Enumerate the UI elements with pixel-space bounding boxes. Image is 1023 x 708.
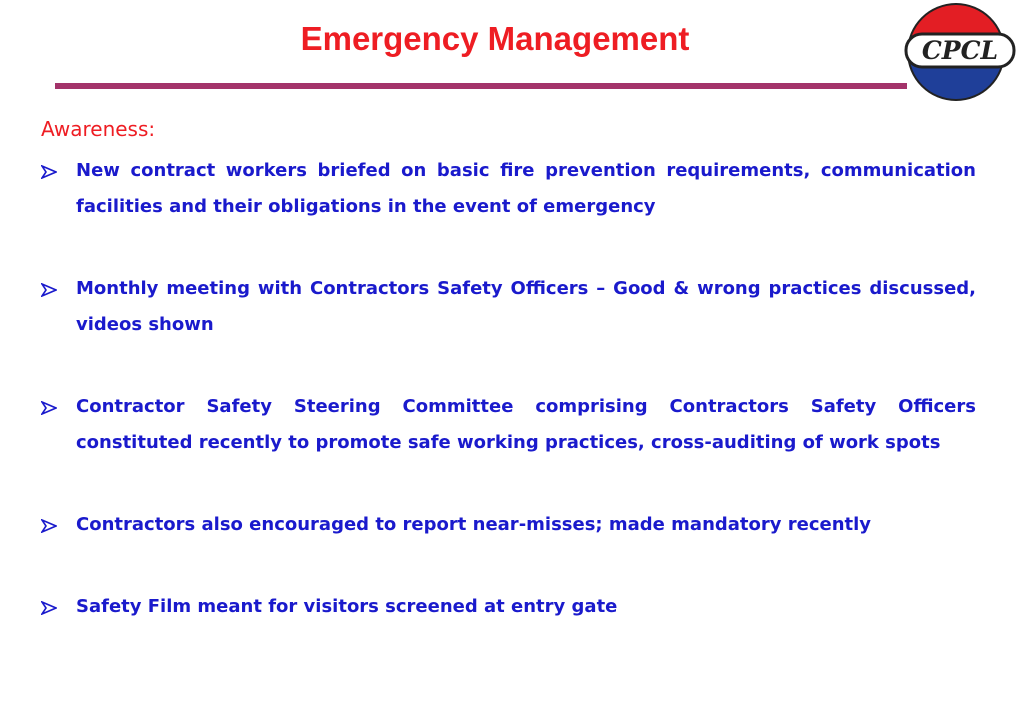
arrow-bullet-icon: [41, 165, 57, 179]
bullet-item: [41, 153, 976, 225]
bullet-item: [41, 389, 976, 461]
bullet-item: [41, 507, 976, 543]
awareness-bullet-list: [41, 153, 976, 625]
bullet-text: Safety Film meant for visitors screened at entry gate: [76, 596, 618, 617]
bullet-text: Monthly meeting with Contractors Safety Officers – Good & wrong practices discussed, videos shown: [76, 278, 976, 335]
title-divider: [55, 83, 907, 89]
bullet-text: Contractor Safety Steering Committee comprising Contractors Safety Officers constituted recently to promote safe working practices, cross-auditing of work spots: [76, 396, 976, 453]
cpcl-logo: [903, 0, 1016, 104]
bullet-item: [41, 271, 976, 343]
logo-text: CPCL: [921, 36, 999, 65]
arrow-bullet-icon: [41, 401, 57, 415]
arrow-bullet-icon: [41, 283, 57, 297]
arrow-bullet-icon: [41, 519, 57, 533]
section-heading-awareness: Awareness:: [41, 117, 156, 141]
arrow-bullet-icon: [41, 601, 57, 615]
bullet-text: New contract workers briefed on basic fire prevention requirements, communication facilities and their obligations in the event of emergency: [76, 160, 976, 217]
bullet-item: [41, 589, 976, 625]
slide-title: Emergency Management: [300, 20, 690, 57]
bullet-text: Contractors also encouraged to report near-misses; made mandatory recently: [76, 514, 872, 535]
